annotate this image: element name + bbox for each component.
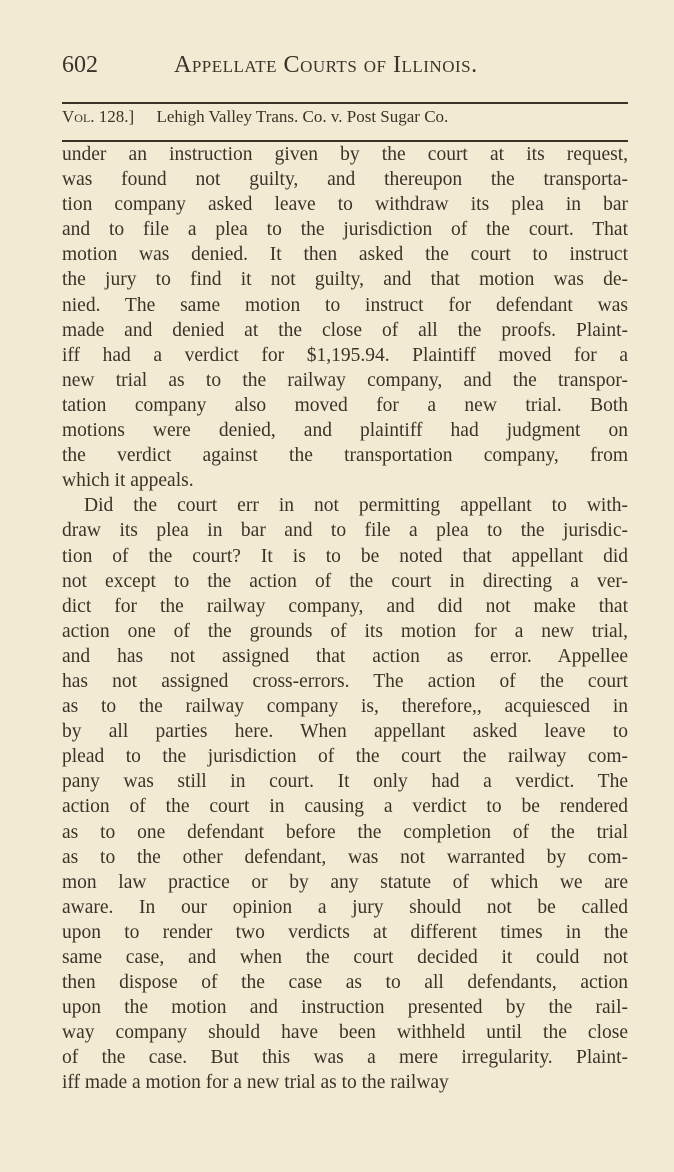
text-line: of the case. But this was a mere irregularity. Plaint- [62, 1047, 628, 1069]
text-line: by all parties here. When appellant asked leave to [62, 721, 628, 743]
text-line: as to one defendant before the completion of the trial [62, 821, 628, 843]
text-line: Did the court err in not permitting appellant to with- [84, 495, 628, 517]
text-line: way company should have been withheld until the close [62, 1022, 628, 1044]
text-line: plead to the jurisdiction of the court the railway com- [62, 746, 628, 768]
volume-label: Vol. 128.] [62, 107, 135, 126]
text-line: action one of the grounds of its motion for a new trial, [62, 620, 628, 642]
text-line: upon to render two verdicts at different times in the [62, 921, 628, 943]
text-line: draw its plea in bar and to file a plea to the jurisdic- [62, 520, 628, 542]
text-line: tation company also moved for a new trial. Both [62, 394, 628, 416]
running-title: Appellate Courts of Illinois. [174, 52, 478, 78]
header-rule-top [62, 102, 628, 104]
text-line: as to the railway company is, therefore,, acquiesced in [62, 696, 628, 718]
text-line: mon law practice or by any statute of which we are [62, 871, 628, 893]
text-line: not except to the action of the court in directing a ver- [62, 570, 628, 592]
text-line: tion company asked leave to withdraw its plea in bar [62, 194, 628, 216]
text-line: action of the court in causing a verdict to be rendered [62, 796, 628, 818]
text-line: and has not assigned that action as error. Appellee [62, 645, 628, 667]
running-header [62, 52, 628, 82]
text-line: nied. The same motion to instruct for defendant was [62, 294, 628, 316]
text-line: iff had a verdict for $1,195.94. Plaintiff moved for a [62, 344, 628, 366]
text-line: under an instruction given by the court at its request, [62, 144, 628, 165]
body-text [62, 142, 628, 1096]
case-line [62, 107, 448, 127]
text-line: motion was denied. It then asked the court to instruct [62, 244, 628, 266]
text-line: the jury to find it not guilty, and that motion was de- [62, 269, 628, 291]
text-line: aware. In our opinion a jury should not be called [62, 896, 628, 918]
text-line: the verdict against the transportation company, from [62, 445, 628, 467]
text-line: pany was still in court. It only had a verdict. The [62, 771, 628, 793]
text-line: iff made a motion for a new trial as to the railway [62, 1072, 449, 1094]
text-line: new trial as to the railway company, and the transpor- [62, 369, 628, 391]
text-line: as to the other defendant, was not warranted by com- [62, 846, 628, 868]
text-line: and to file a plea to the jurisdiction of the court. That [62, 219, 628, 241]
text-line: same case, and when the court decided it could not [62, 947, 628, 968]
text-line: was found not guilty, and thereupon the transporta- [62, 169, 628, 191]
text-line: motions were denied, and plaintiff had judgment on [62, 420, 628, 442]
text-line: dict for the railway company, and did not make that [62, 595, 628, 617]
text-line: tion of the court? It is to be noted that appellant did [62, 545, 628, 567]
page-number: 602 [62, 52, 98, 78]
text-line: which it appeals. [62, 470, 194, 492]
text-line: then dispose of the case as to all defendants, action [62, 972, 628, 994]
text-line: has not assigned cross-errors. The action of the court [62, 670, 628, 692]
text-line: upon the motion and instruction presented by the rail- [62, 997, 628, 1019]
case-title: Lehigh Valley Trans. Co. v. Post Sugar Co. [156, 107, 449, 126]
text-line: made and denied at the close of all the proofs. Plaint- [62, 319, 628, 341]
